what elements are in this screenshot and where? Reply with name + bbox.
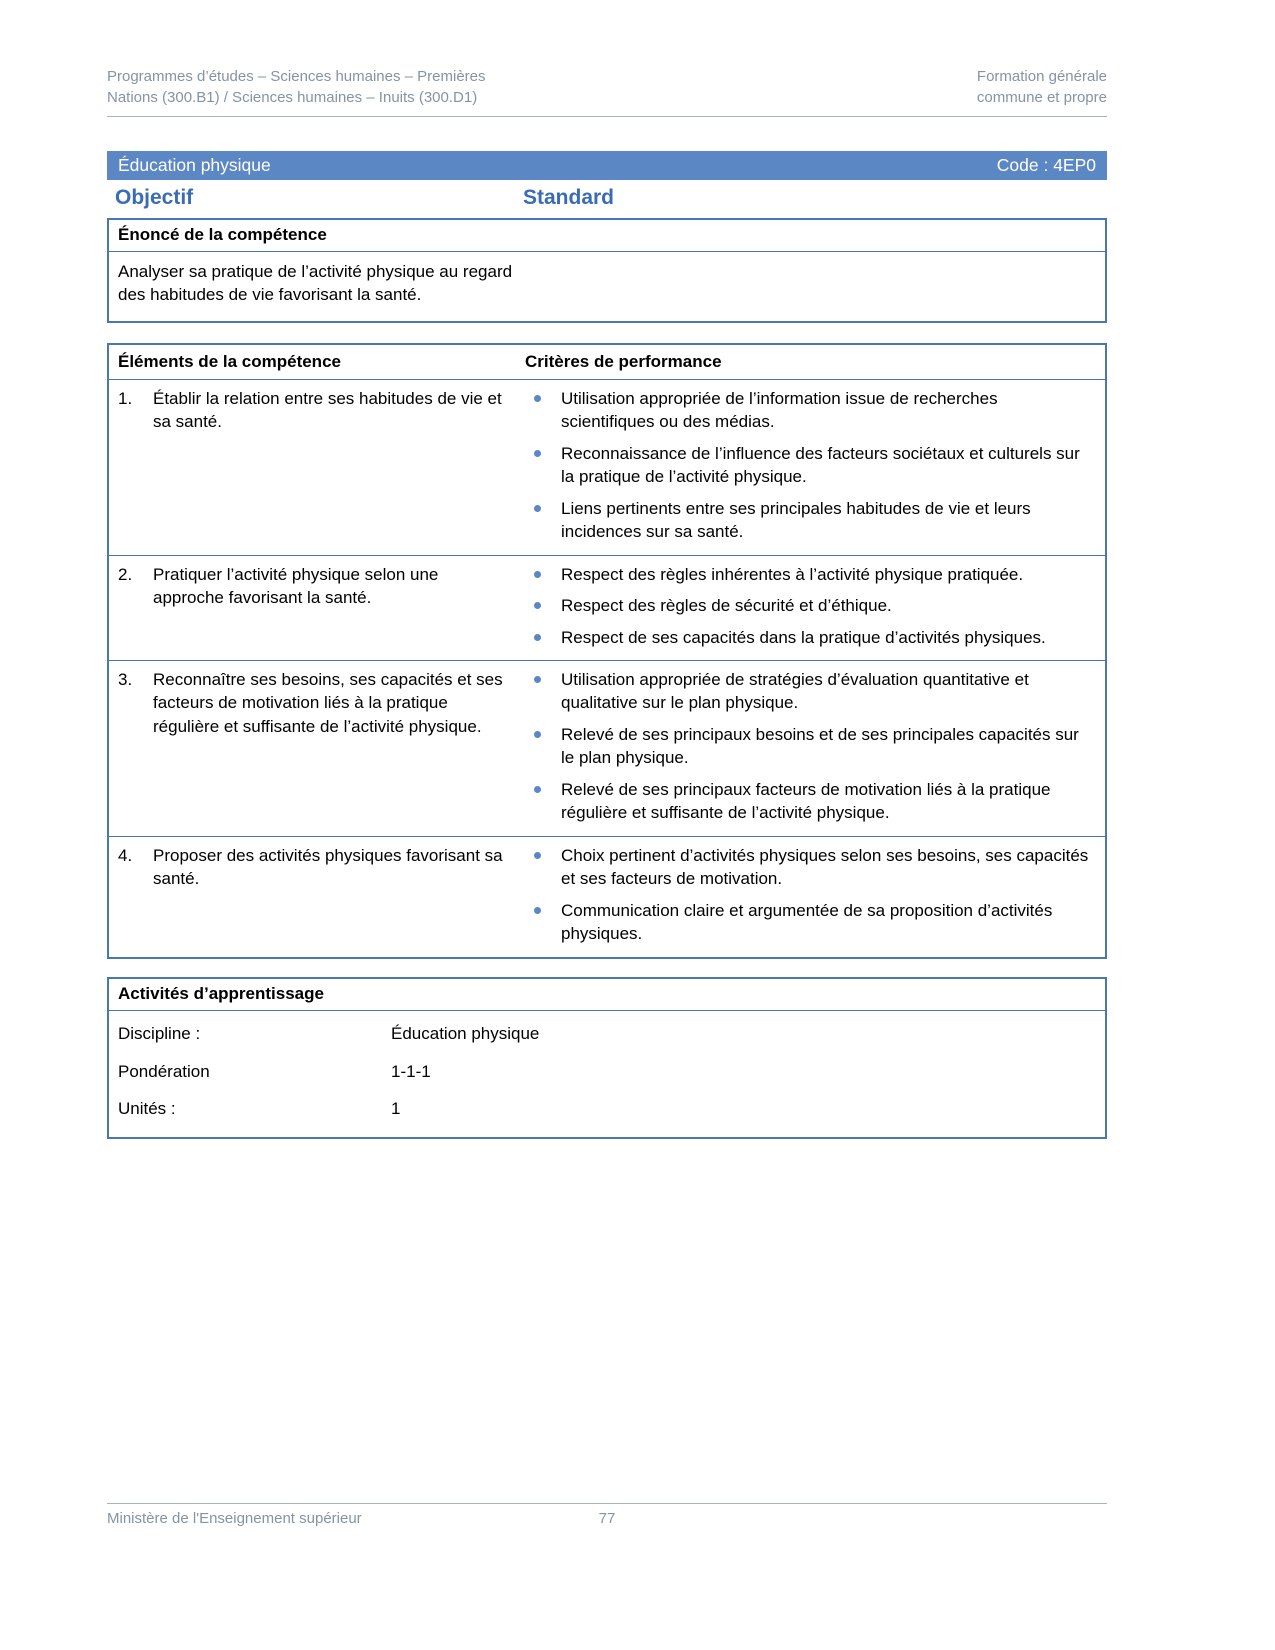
criteres-cell: [525, 380, 1105, 555]
table-row: [109, 661, 1105, 837]
activite-row-discipline: [118, 1023, 1096, 1046]
criteres-cell: [525, 661, 1105, 836]
criteria-list: [525, 668, 1095, 825]
header-program-line2: Nations (300.B1) / Sciences humaines – Inuits (300.D1): [107, 89, 478, 107]
elements-criteres-table: [107, 343, 1107, 959]
objectif-heading: Objectif: [115, 185, 194, 209]
element-text: Pratiquer l’activité physique selon une approche favorisant la santé.: [153, 564, 439, 608]
footer-ministry: Ministère de l'Enseignement supérieur: [107, 1510, 362, 1527]
element-number: 2.: [118, 564, 133, 584]
activites-apprentissage-box: [107, 977, 1107, 1140]
page-content: [107, 0, 1107, 1139]
activites-body: [109, 1011, 1105, 1138]
criteria-item: Reconnaissance de l’influence des facteurs sociétaux et culturels sur la pratique de l’activité physique.: [525, 442, 1095, 489]
discipline-value: Éducation physique: [391, 1023, 540, 1043]
criteria-item: Utilisation appropriée de stratégies d’évaluation quantitative et qualitative sur le plan physique.: [525, 668, 1095, 715]
criteria-item: Choix pertinent d’activités physiques selon ses besoins, ses capacités et ses facteurs de motivation.: [525, 844, 1095, 891]
criteria-item: Relevé de ses principaux facteurs de motivation liés à la pratique régulière et suffisante de l’activité physique.: [525, 778, 1095, 825]
subject-title: Éducation physique: [118, 154, 271, 175]
element-number: 1.: [118, 388, 133, 408]
criteres-cell: [525, 556, 1105, 660]
element-number: 3.: [118, 670, 133, 690]
table-row: [109, 380, 1105, 556]
criteria-list: [525, 844, 1095, 946]
header-formation-line2: commune et propre: [976, 89, 1107, 107]
table-row: [109, 837, 1105, 957]
subject-title-bar: [107, 151, 1107, 180]
ponderation-value: 1-1-1: [391, 1061, 431, 1081]
criteria-list: [525, 387, 1095, 544]
criteria-item: Relevé de ses principaux besoins et de ses principales capacités sur le plan physique.: [525, 723, 1095, 770]
header-formation-line1: Formation générale: [976, 68, 1107, 85]
element-number: 4.: [118, 845, 133, 865]
footer-page-number: 77: [598, 1510, 616, 1527]
criteria-item: Communication claire et argumentée de sa proposition d’activités physiques.: [525, 899, 1095, 946]
unites-label: Unités :: [118, 1099, 176, 1119]
enonce-body: [109, 252, 1105, 321]
col-header-criteres: Critères de performance: [525, 351, 722, 371]
running-footer: [107, 1503, 1107, 1527]
ponderation-label: Pondération: [118, 1061, 210, 1081]
element-cell: [109, 556, 525, 660]
table-header-row: [109, 345, 1105, 380]
standard-heading: Standard: [523, 185, 615, 209]
discipline-label: Discipline :: [118, 1023, 201, 1043]
activites-header: Activités d’apprentissage: [109, 979, 1105, 1011]
criteria-item: Liens pertinents entre ses principales habitudes de vie et leurs incidences sur sa santé.: [525, 497, 1095, 544]
enonce-header: Énoncé de la compétence: [109, 220, 1105, 252]
criteria-item: Utilisation appropriée de l’information issue de recherches scientifiques ou des médias.: [525, 387, 1095, 434]
element-text: Reconnaître ses besoins, ses capacités et ses facteurs de motivation liés à la pratique régulière et suffisante de l’activité physique.: [153, 670, 503, 736]
criteria-item: Respect des règles de sécurité et d’éthique.: [525, 594, 1095, 617]
element-cell: [109, 661, 525, 836]
element-text: Établir la relation entre ses habitudes de vie et sa santé.: [153, 388, 502, 432]
competence-statement: Analyser sa pratique de l’activité physique au regard des habitudes de vie favorisant la santé.: [118, 261, 513, 305]
course-code: Code : 4EP0: [996, 154, 1096, 175]
enonce-competence-box: [107, 218, 1107, 323]
criteres-cell: [525, 837, 1105, 957]
header-program-line1: Programmes d’études – Sciences humaines – Premières: [107, 68, 486, 85]
header-right: [977, 66, 1107, 109]
header-left: [107, 66, 486, 109]
unites-value: 1: [391, 1099, 401, 1119]
activite-row-unites: [118, 1098, 1096, 1121]
element-cell: [109, 837, 525, 957]
table-row: [109, 556, 1105, 661]
element-text: Proposer des activités physiques favorisant sa santé.: [153, 845, 503, 889]
criteria-item: Respect des règles inhérentes à l’activité physique pratiquée.: [525, 563, 1095, 586]
element-cell: [109, 380, 525, 555]
running-header: [107, 0, 1107, 117]
objectif-standard-row: [107, 180, 1107, 218]
col-header-elements: Éléments de la compétence: [118, 351, 341, 371]
criteria-item: Respect de ses capacités dans la pratique d’activités physiques.: [525, 626, 1095, 649]
activite-row-ponderation: [118, 1061, 1096, 1084]
criteria-list: [525, 563, 1095, 649]
